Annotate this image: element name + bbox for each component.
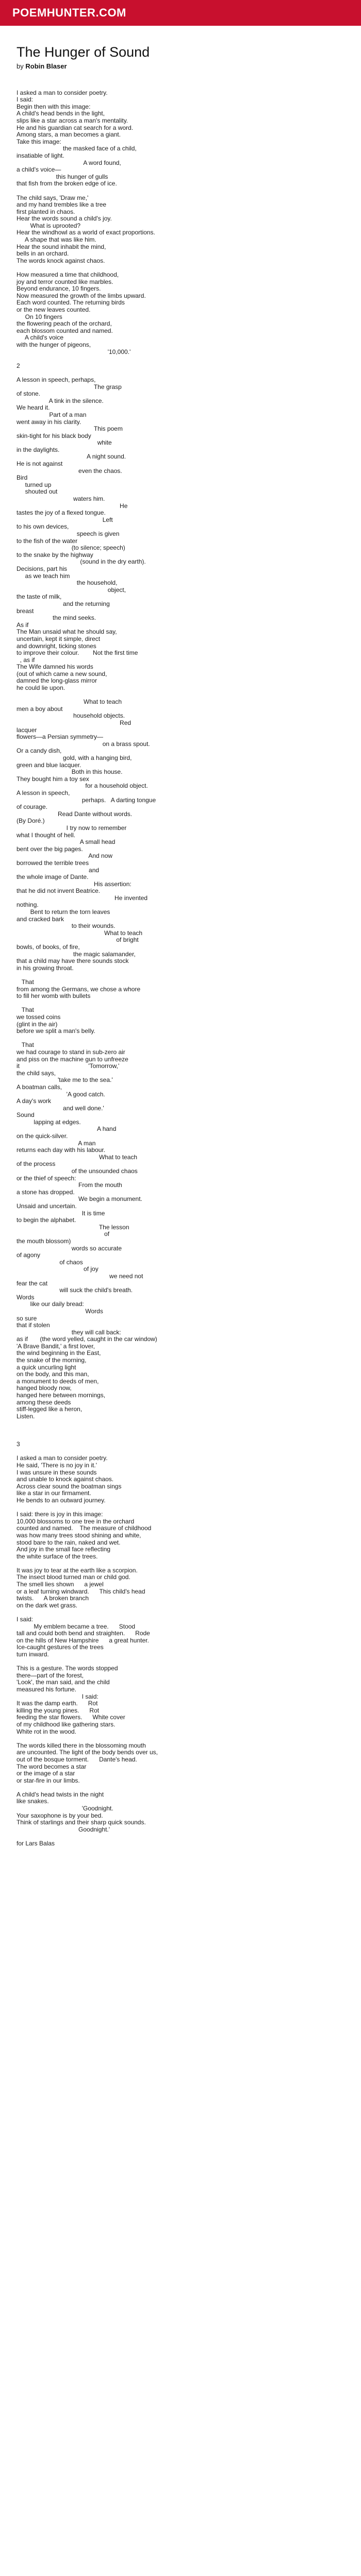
poem-line: the mind seeks. [17,614,96,622]
poem-line: White rot in the wood. [17,1727,77,1735]
poem-line: breast [17,607,34,615]
poem-line: 10,000 blossoms to one tree in the orchard [17,1517,135,1525]
poem-line: on the body, and this man, [17,1370,89,1378]
poem-line: A lesson in speech, [17,789,70,796]
poem-line: A boatman calls, [17,1083,62,1091]
poem-line: Both in this house. [17,768,123,776]
poem-line: From the mouth [17,1181,122,1189]
poem-line: (out of which came a new sound, [17,670,107,677]
poem-line: stiff-legged like a heron, [17,1405,83,1413]
poem-line: The insect blood turned man or child god. [17,1573,130,1581]
poem-line [17,369,344,377]
poem-line [17,355,344,363]
poem-line: Bird [17,474,28,482]
poem-line: the snake of the morning, [17,1357,87,1364]
poem-line: nothing. [17,901,39,909]
poem-line: As if [17,621,29,629]
poem-line: out of the bosque torment. Dante's head. [17,1755,137,1763]
poem-line: like our daily bread: [17,1300,84,1308]
poem-line: and downright, ticking stones [17,642,96,650]
poem-line: Red [17,719,132,727]
poem-line: A child's head bends in the light, [17,110,105,117]
poem-line: His assertion: [17,880,132,888]
poem-line: turned up [17,481,52,488]
poem-line [17,1784,344,1791]
byline [17,62,344,70]
poem-line: That [17,1006,34,1014]
poem-line: The Man unsaid what he should say, [17,628,117,636]
poem-line: of stone. [17,390,41,398]
poem-line: Left [17,516,113,523]
poem-line: 'A good catch. [17,1090,105,1098]
poem-line: of my childhood like gathering stars. [17,1720,116,1728]
poem-line [17,1420,344,1427]
poem-line: A small head [17,838,116,846]
poem-line: A day's work [17,1097,51,1105]
poem-line: This poem [17,425,123,433]
poem-line: My emblem became a tree. Stood [17,1622,136,1630]
poem-line: speech is given [17,530,120,537]
poem-line: on the quick-silver. [17,1132,68,1140]
poem-line: He bends to an outward journey. [17,1496,106,1504]
poem-line: hanged here between mornings, [17,1392,106,1399]
poem-line: 'Goodnight. [17,1805,113,1812]
poem-line: A man [17,1139,96,1147]
poem-body [17,82,344,1848]
poem-line: lapping at edges. [17,1118,81,1126]
poem-line [17,1658,344,1666]
poem-line: twists. A broken branch [17,1595,89,1602]
poem-line: 3 [17,1440,20,1448]
poem-line: like snakes. [17,1798,49,1805]
poem-line: 2 [17,362,20,369]
poem-line: or the thief of speech: [17,1174,76,1182]
poem-line: that fish from the broken edge of ice. [17,180,117,188]
poem-line: shouted out [17,488,58,496]
poem-line: to his own devices, [17,523,69,531]
poem-line: on the dark wet grass. [17,1601,78,1609]
poem-line [17,1000,344,1007]
poem-line: Sound [17,1111,35,1119]
poem-line: I try now to remember [17,824,127,832]
poem-line: of the process [17,1160,56,1168]
poem-line: among these deeds [17,1398,71,1406]
poem-line: that a child may have there sounds stock [17,957,129,965]
site-logo[interactable]: POEMHUNTER.COM [12,6,126,19]
poem-line [17,264,344,272]
poem-line: to begin the alphabet. [17,1216,76,1224]
poem-line: What to teach [17,698,122,706]
poem-line: Words [17,1293,35,1301]
poem-line: Take this image: [17,138,61,145]
poem-line: a quick uncurling light [17,1363,76,1371]
poem-line: fear the cat [17,1279,48,1287]
poem-line: bowls, of books, of fire, [17,943,80,951]
poem-line: will suck the child's breath. [17,1286,133,1294]
poem-line: Each word counted. The returning birds [17,299,125,307]
poem-line: He said, 'There is no joy in it.' [17,1461,97,1469]
poem-line: killing the young pines. Rot [17,1706,100,1714]
poem-line: the masked face of a child, [17,145,137,152]
poem-line: Bent to return the torn leaves [17,908,110,916]
poem-line: A child's head twists in the night [17,1790,104,1798]
poem-line: It was the damp earth. Rot [17,1700,98,1707]
poem-line: or star-fire in our limbs. [17,1776,80,1784]
poem-line: The child says, 'Draw me,' [17,194,89,201]
poem-line: as if (the word yelled, caught in the car window) [17,1335,157,1343]
poem-line: in the daylights. [17,446,60,453]
poem-line: object, [17,586,126,594]
poem-line: I asked a man to consider poetry. [17,1454,108,1462]
poem-line: even the chaos. [17,467,122,474]
poem-line: flowers—a Persian symmetry— [17,733,104,741]
poem-line: as we teach him [17,572,70,580]
poem-line: on a brass spout. [17,740,150,748]
poem-line: The words killed there in the blossoming mouth [17,1741,146,1749]
poem-line: the mouth blossom) [17,1237,71,1245]
poem-title: The Hunger of Sound [17,44,150,60]
poem-line: the taste of milk, [17,593,62,601]
poem-line: and unable to knock against chaos. [17,1476,114,1483]
poem-line: the white surface of the trees. [17,1552,98,1560]
poem-line: they will call back: [17,1328,121,1336]
poem-line: are uncounted. The light of the body bends over us, [17,1749,158,1756]
poem-line [17,1560,344,1567]
poem-line: And joy in the small face reflecting [17,1546,111,1553]
poem-line: How measured a time that childhood, [17,271,119,279]
poem-line: Think of starlings and their sharp quick sounds. [17,1819,146,1826]
poem-line: Goodnight.' [17,1825,110,1833]
poem-line [17,1833,344,1840]
poem-line: (sound in the dry earth). [17,558,146,566]
poem-line: A shape that was like him. [17,236,96,244]
poem-line: he could lie upon. [17,684,65,692]
poem-line: He [17,502,128,510]
poem-container [0,44,361,1848]
poem-line: Unsaid and uncertain. [17,1202,77,1210]
poem-line: Hear the words sound a child's joy. [17,215,112,223]
poem-line: we tossed coins [17,1013,61,1021]
poem-line: like a star in our firmament. [17,1489,91,1497]
poem-line: Beyond endurance, 10 fingers. [17,285,101,293]
poem-line: The words knock against chaos. [17,257,105,264]
poem-line: It is time [17,1209,105,1217]
poem-line: and well done.' [17,1104,104,1112]
poem-line: for a household object. [17,782,148,790]
byline-label: by [17,62,24,70]
poem-line: This is a gesture. The words stopped [17,1665,118,1672]
poem-line: to fill her womb with bullets [17,992,91,1000]
poem-line: 'Look', the man said, and the child [17,1679,110,1686]
poem-line: bells in an orchard. [17,250,69,258]
poem-line: went away in his clarity. [17,418,81,426]
poem-line: The smell lies shown a jewel [17,1581,104,1588]
poem-line: Hear the windhowl as a world of exact proportions. [17,229,155,236]
poem-line: I said: [17,96,34,104]
poem-line: I said: there is joy in this image: [17,1511,103,1518]
poem-line: words so accurate [17,1244,122,1252]
poem-line [17,1434,344,1442]
poem-line: the child says, [17,1069,56,1077]
poem-line: on the hills of New Hampshire a great hunter. [17,1636,149,1644]
poem-line: before we split a man's belly. [17,1027,95,1035]
poem-line [17,692,344,699]
poem-line: this hunger of gulls [17,173,108,180]
poem-line: to their wounds. [17,922,116,930]
poem-line: the flowering peach of the orchard, [17,320,112,328]
poem-line: in his growing throat. [17,964,74,972]
poem-line: waters him. [17,495,105,503]
poem-line: for Lars Balas [17,1840,55,1848]
poem-line: damned the long-glass mirror [17,677,97,685]
poem-line: 'A Brave Bandit,' a first lover, [17,1342,95,1350]
poem-line: They bought him a toy sex [17,775,89,783]
poem-line: each blossom counted and named. [17,327,113,334]
poem-line: stood bare to the rain, naked and wet. [17,1538,121,1546]
poem-line: to improve their colour. Not the first time [17,649,138,657]
poem-line: tastes the joy of a flexed tongue. [17,509,106,517]
poem-line: from among the Germans, we chose a whore [17,985,141,993]
author-link[interactable]: Robin Blaser [25,62,67,70]
poem-line: Listen. [17,1412,35,1420]
poem-line: household objects. [17,712,125,720]
poem-line: returns each day with his labour. [17,1146,106,1154]
poem-line [17,1504,344,1512]
poem-line: Hear the sound inhabit the mind, [17,243,106,250]
poem-line: What to teach [17,1153,138,1161]
poem-line: On 10 fingers [17,313,62,320]
poem-line [17,82,344,90]
poem-line: A word found, [17,159,121,166]
poem-line: of the unsounded chaos [17,1167,138,1175]
poem-line: I said: [17,1616,34,1623]
poem-line: was how many trees stood shining and white, [17,1531,141,1539]
poem-line: The lesson [17,1223,129,1231]
poem-line: The grasp [17,383,122,391]
poem-line: gold, with a hanging bird, [17,754,132,761]
poem-line: Among stars, a man becomes a giant. [17,131,121,139]
poem-line: 'take me to the sea.' [17,1076,113,1084]
poem-line: to the snake by the highway [17,551,93,558]
poem-line: a stone has dropped. [17,1188,75,1196]
poem-line: Part of a man [17,411,87,418]
poem-line: Decisions, part his [17,565,68,572]
poem-line: the whole image of Dante. [17,873,89,881]
poem-line [17,1035,344,1042]
poem-line: (to silence; speech) [17,544,125,552]
poem-line: What is uprooted? [17,222,81,229]
poem-line: and my hand trembles like a tree [17,201,107,209]
poem-line: bent over the big pages. [17,845,83,853]
poem-line: perhaps. A darting tongue [17,796,156,804]
poem-line: And now [17,852,113,860]
poem-line: a child's voice— [17,166,61,174]
poem-line: the wind beginning in the East, [17,1349,101,1357]
poem-line: that he did not invent Beatrice. [17,887,101,895]
poem-line: A child's voice [17,334,64,342]
poem-line: That [17,978,34,986]
poem-line: joy and terror counted like marbles. [17,278,113,285]
poem-line: We heard it. [17,404,50,412]
poem-line: What to teach [17,929,143,937]
poem-line: so sure [17,1314,37,1322]
poem-line: and piss on the machine gun to unfreeze [17,1055,128,1063]
poem-line: He is not against [17,460,63,468]
poem-line: He invented [17,894,148,902]
poem-line: and the returning [17,600,110,607]
poem-line: tall and could both bend and straighten. Rode [17,1630,150,1637]
poem-line: Or a candy dish, [17,747,62,755]
poem-line: that if stolen [17,1321,50,1329]
poem-line: of joy [17,1265,99,1273]
poem-line: men a boy about [17,705,63,713]
poem-line: (glint in the air) [17,1020,58,1028]
poem-line: counted and named. The measure of childhood [17,1524,152,1532]
poem-line: (By Doré.) [17,817,45,825]
poem-line: of bright [17,936,139,944]
poem-line [17,1609,344,1616]
poem-line: white [17,439,112,447]
poem-line [17,188,344,195]
poem-line: I asked a man to consider poetry. [17,89,108,96]
poem-line: The Wife damned his words [17,663,93,671]
poem-line: I was unsure in these sounds [17,1468,97,1476]
poem-line: and cracked bark [17,915,64,923]
poem-line: '10,000.' [17,348,131,355]
poem-line: a monument to deeds of men, [17,1377,99,1385]
poem-line: and [17,866,100,874]
poem-line: or the image of a star [17,1770,75,1777]
poem-line: skin-tight for his black body [17,432,91,439]
poem-line: the magic salamander, [17,950,136,958]
poem-line: it 'Tomorrow,' [17,1062,120,1070]
poem-line: there—part of the forest, [17,1671,84,1679]
poem-line: measured his fortune. [17,1685,77,1693]
poem-line: Now measured the growth of the limbs upward. [17,292,146,299]
poem-line: A night sound. [17,453,126,461]
poem-line: first planted in chaos. [17,208,75,215]
poem-line [17,1427,344,1434]
poem-line: or the new leaves counted. [17,306,91,313]
poem-line: Words [17,1307,103,1315]
poem-line: with the hunger of pigeons, [17,341,91,348]
poem-line: green and blue lacquer. [17,761,81,769]
poem-line: uncertain, kept it simple, direct [17,635,101,642]
poem-line: Across clear sound the boatman sings [17,1482,122,1490]
poem-line: turn inward. [17,1651,49,1658]
poem-line: Your saxophone is by your bed. [17,1811,103,1819]
poem-line: That [17,1041,34,1049]
poem-line: feeding the star flowers. White cover [17,1714,125,1721]
poem-line [17,1735,344,1742]
poem-line: of chaos [17,1258,83,1266]
poem-line: borrowed the terrible trees [17,859,89,867]
poem-line: A hand [17,1125,117,1133]
poem-line: of courage. [17,803,48,811]
poem-line: of agony [17,1251,41,1259]
poem-line: We begin a monument. [17,1195,142,1203]
poem-line: lacquer [17,726,37,734]
poem-line: or a leaf turning windward. This child's head [17,1587,145,1595]
poem-line: insatiable of light. [17,151,64,159]
poem-line: , as if [17,656,35,664]
poem-line: Ice-caught gestures of the trees [17,1643,104,1651]
poem-line: what I thought of hell. [17,831,76,839]
poem-line: slips like a star across a man's mentality. [17,116,128,124]
poem-line: The word becomes a star [17,1762,87,1770]
poem-line: It was joy to tear at the earth like a scorpion. [17,1566,138,1574]
poem-line: we need not [17,1272,143,1280]
poem-line: He and his guardian cat search for a word. [17,124,134,131]
poem-line: to the fish of the water [17,537,78,545]
poem-line: I said: [17,1692,99,1700]
poem-line [17,1448,344,1455]
site-header [0,0,361,26]
poem-line [17,972,344,979]
poem-line: of [17,1230,110,1238]
poem-line: Read Dante without words. [17,810,133,818]
poem-line: A tink in the silence. [17,397,104,404]
poem-line: Begin then with this image: [17,103,91,110]
poem-line: the household, [17,579,118,587]
poem-line: A lesson in speech, perhaps, [17,376,96,383]
poem-line: we had courage to stand in sub-zero air [17,1048,125,1056]
poem-line: hanged bloody now, [17,1384,72,1392]
